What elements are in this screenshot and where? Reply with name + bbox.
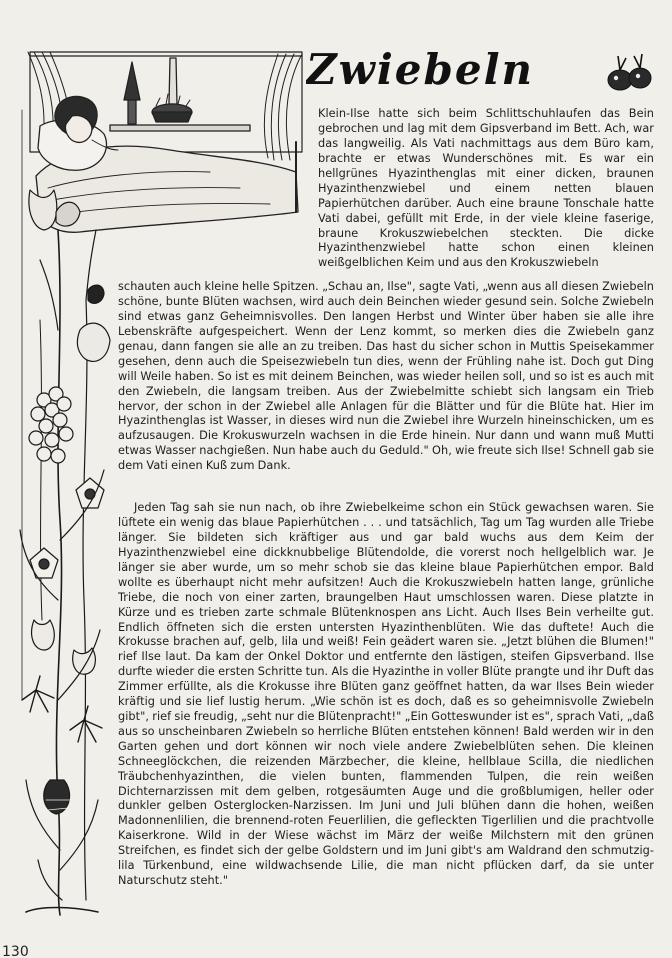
page-title: Zwiebeln — [306, 45, 535, 94]
onion-ornament-icon — [600, 50, 660, 95]
paragraph-2: Jeden Tag sah sie nun nach, ob ihre Zwiebelkeime schon ein Stück gewachsen waren. Sie lüftete ein wenig das blaue Papierhütchen . . . und tatsächlich, Tag um Tag wurden alle Triebe länger. Sie bildeten sich kräftiger aus und gar bald wuchs aus dem Keim der Hyazinthenzwiebel eine dickknubbelige Blütendolde, die vorerst noch hellgelblich war. Je länger sie aber wurde, um so mehr schob sie das kleine blaue Papierhütchen empor. Bald wollte es überhaupt nicht mehr aufsitzen! Auch die Krokuszwiebeln hatten lange, grünliche Triebe, die noch von einer zarten, braungelben Haut umschlossen waren. Diese platzte in Kürze und es trieben zarte schmale Blütenknospen ans Licht. Auch Ilses Bein verheilte gut. Endlich öffneten sich die ersten untersten Hyazinthenblüten. Wie das duftete! Auch die Krokusse brachen auf, gelb, lila und weiß! Fein geädert waren sie. „Jetzt blühen die Blumen!" rief Ilse laut. Da kam der Onkel Doktor und entfernte den lästigen, steifen Gipsverband. Ilse durfte wieder die ersten Schritte tun. Als die Hyazinthe in voller Blüte prangte und ihr Duft das Zimmer erfüllte, als die Krokusse ihre Blüten ganz geöffnet hatten, da war Ilses Bein wieder kräftig und sie lief lustig herum. „Wie schön ist es doch, daß es so geheimnisvolle Zwiebeln gibt", rief sie freudig, „seht nur die Blütenpracht!" „Ein Gotteswunder ist es", sprach Vati, „daß aus so unscheinbaren Zwiebeln so herrliche Blüten entstehen können! Bald werden wir in den Garten gehen und dort können wir noch viele andere Zwiebelblüten sehen. Die kleinen Schneeglöckchen, die reizenden Märzbecher, die kleine, hellblaue Scilla, die niedlichen Träubchenhyazinthen, die vielen bunten, flammenden Tulpen, die rein weißen Dichternarzissen mit dem gelben, rotgesäumten Auge und die großblumigen, heller oder dunkler gelben Osterglocken-Narzissen. Im Juni und Juli blühen dann die hohen, weißen Madonnenlilien, die brennend-roten Feuerlilien, die gefleckten Tigerlilien und die prachtvolle Kaiserkrone. Wild in der Wiese wächst im März der weiße Milchstern mit den grünen Streifchen, es findet sich der gelbe Goldstern und im Juni gibt's am Waldrand den schmutzig-lila Türkenbund, eine wildwachsende Lilie, die man nicht pflücken darf, da sie unter Naturschutz steht." — [118, 501, 654, 887]
paragraph-1-bottom: schauten auch kleine helle Spitzen. „Schau an, Ilse", sagte Vati, „wenn aus all diesen Zwiebeln schöne, bunte Blüten wachsen, wird auch dein Beinchen wieder gesund sein. Solche Zwiebeln sind etwas ganz Geheimnisvolles. Den langen Herbst und Winter über haben sie alle ihre Lebenskräfte aufgespeichert. Wenn der Lenz kommt, so merken dies die Zwiebeln ganz genau, dann fangen sie alle an zu treiben. Das hast du sicher schon in Muttis Speisekammer gesehen, denn auch die Speisezwiebeln tun dies, wenn der Frühling nahe ist. Doch gut Ding will Weile haben. So ist es mit deinem Beinchen, was wieder heilen soll, und so ist es auch mit den Zwiebeln, die langsam treiben. Aus der Zwiebelmitte schiebt sich langsam ein Trieb hervor, der schon in der Zwiebel alle Anlagen für die Blätter und für die Blüte hat. Hier im Hyazinthenglas ist Wasser, in dieses wird nun die Zwiebel ihre Wurzeln hineinschicken, um es aufzusaugen. Die Krokuswurzeln wachsen in die Erde hinein. Nur dann und wann muß Mutti etwas Wasser nachgießen. Nun habe auch du Geduld." Oh, wie freute sich Ilse! Schnell gab sie dem Vati einen Kuß zum Dank. — [118, 280, 654, 473]
flower-border-illustration — [20, 190, 110, 915]
paragraph-1-top: Klein-Ilse hatte sich beim Schlittschuhlaufen das Bein gebrochen und lag mit dem Gipsverband im Bett. Ach, war das langweilig. Als Vati nachmittags aus dem Büro kam, brachte er etwas Wunderschönes mit. Es war ein hellgrünes Hyazinthenglas mit einer dicken, braunen Hyazinthenzwiebel und einem netten blauen Papierhütchen darüber. Auch eine braune Tonschale hatte Vati dabei, gefüllt mit Erde, in der viele kleine faserige, braune Krokuszwiebelchen steckten. Die dicke Hyazinthenzwiebel hatte schon einen kleinen weißgelblichen Keim und aus den Krokuszwiebeln — [318, 107, 654, 270]
page-number: 130 — [2, 944, 29, 958]
